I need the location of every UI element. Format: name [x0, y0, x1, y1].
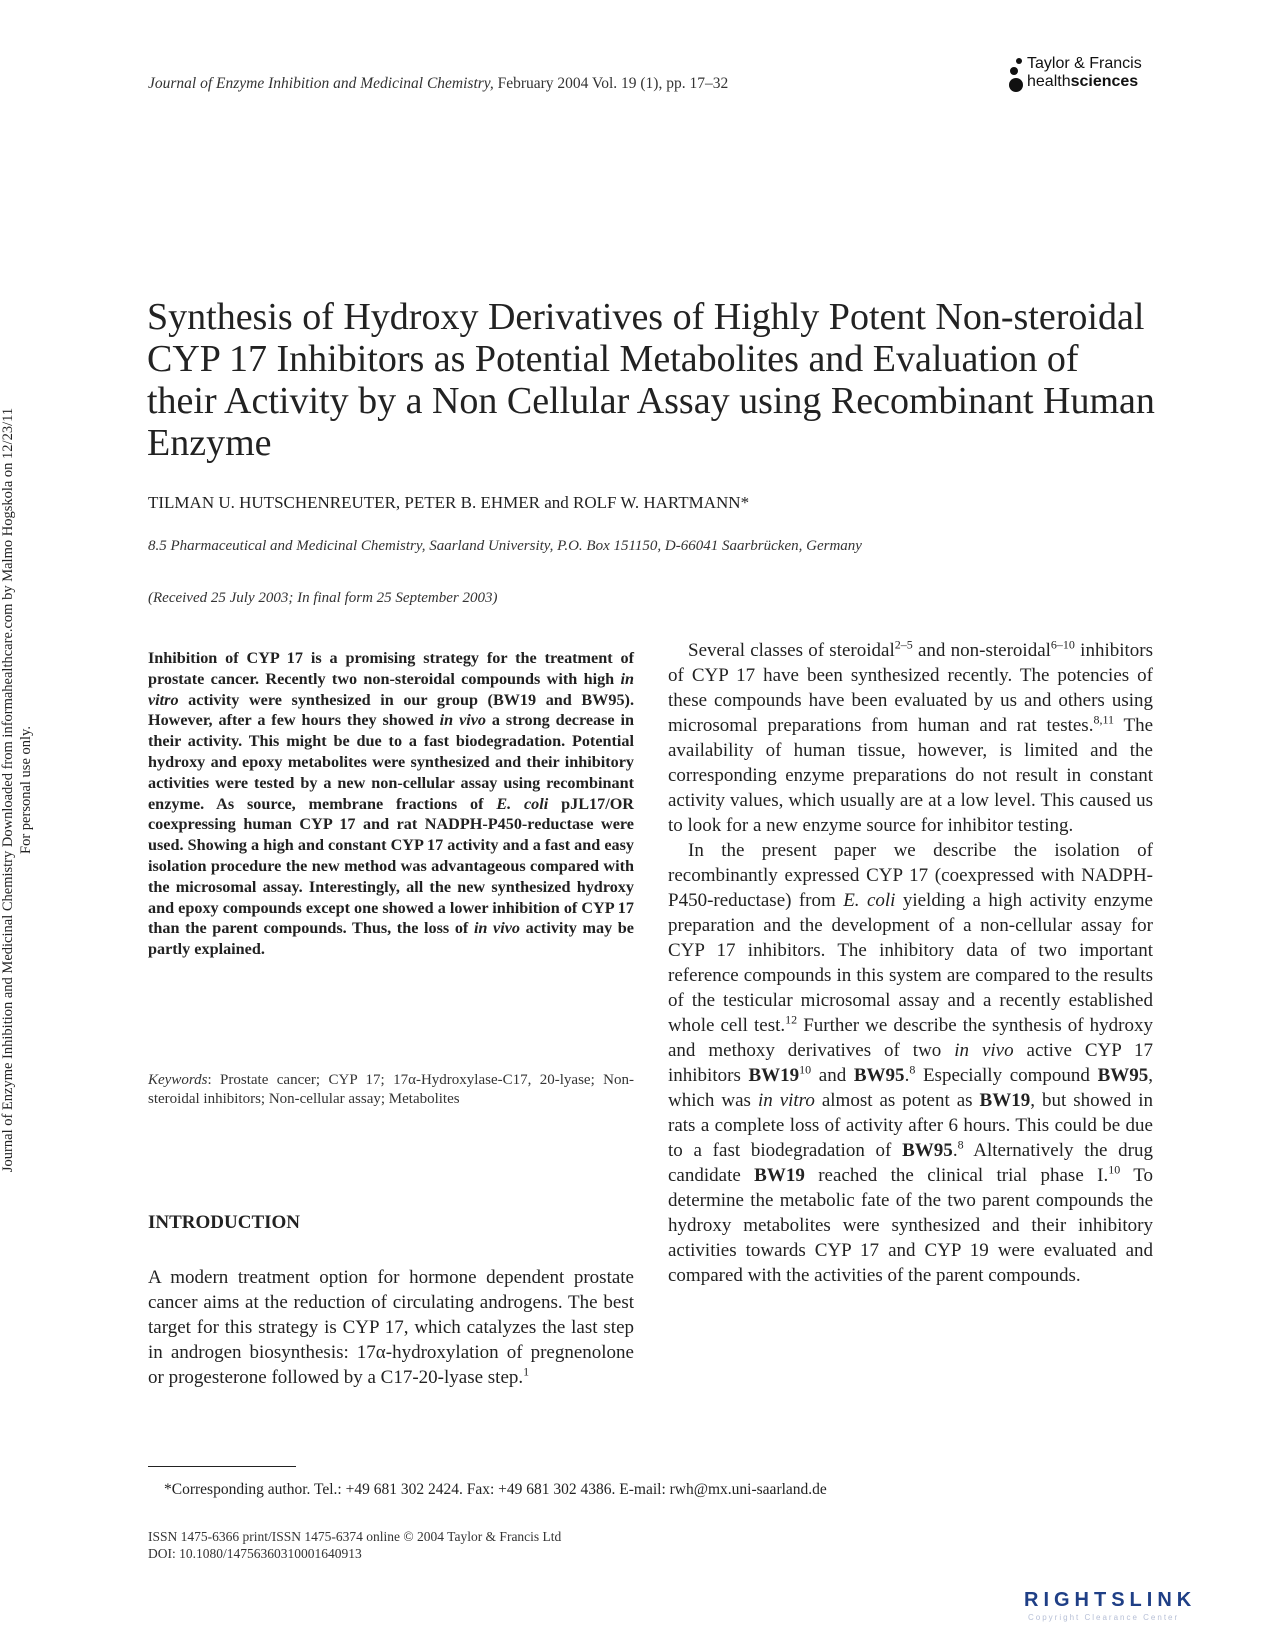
doi-line: DOI: 10.1080/14756360310001640913: [148, 1546, 362, 1561]
author-list: TILMAN U. HUTSCHENREUTER, PETER B. EHMER and ROLF W. HARTMANN*: [148, 493, 750, 512]
publisher-logo-icon: [1007, 57, 1025, 95]
rightslink-logo[interactable]: [1024, 1589, 1254, 1633]
issn-doi: [148, 1528, 561, 1562]
keywords-label: Keywords: [148, 1072, 208, 1088]
article-title: Synthesis of Hydroxy Derivatives of Highly Potent Non-steroidal CYP 17 Inhibitors as Potential Metabolites and Evaluation of their Activity by a Non Cellular Assay using Recombinant Human Enzyme: [147, 296, 1155, 464]
introduction-paragraph: A modern treatment option for hormone dependent prostate cancer aims at the reduction of circulating androgens. The best target for this strategy is CYP 17, which catalyzes the last step in androgen biosynthesis: 17α-hydroxylation of pregnenolone or progesterone followed by a C17-20-lyase step.$^1$: [148, 1267, 634, 1388]
received-dates: (Received 25 July 2003; In final form 25 September 2003): [148, 590, 498, 606]
right-column-text: [668, 638, 1153, 1288]
section-heading-introduction: INTRODUCTION: [148, 1212, 301, 1233]
affiliation: 8.5 Pharmaceutical and Medicinal Chemistry, Saarland University, P.O. Box 151150, D-66041 Saarbrücken, Germany: [148, 538, 862, 554]
download-watermark: [0, 175, 39, 1405]
logo-line-1: Taylor & Francis: [1027, 55, 1142, 72]
keywords: Keywords: Prostate cancer; CYP 17; 17α-Hydroxylase-C17, 20-lyase; Non-steroidal inhibitors; Non-cellular assay; Metabolites: [148, 1072, 634, 1107]
paragraph-1: Several classes of steroidal$^{2-5}$ and non-steroidal$^{6-10}$ inhibitors of CYP 17 have been synthesized recently. The potencies of these compounds have been evaluated by us and others using microsomal preparations from human and rat testes.$^{8,11}$ The availability of human tissue, however, is limited and the corresponding enzyme preparations do not result in constant activity values, which usually are at a low level. This caused us to look for a new enzyme source for inhibitor testing.: [668, 637, 1154, 836]
publisher-logo: [1007, 55, 1157, 95]
issue-info: February 2004 Vol. 19 (1), pp. 17–32: [493, 75, 729, 92]
running-header: [148, 75, 728, 93]
rightslink-text: RIGHTSLINK: [1024, 1589, 1197, 1611]
logo-line-2: healthsciences: [1027, 73, 1139, 90]
corresponding-author-footnote: *Corresponding author. Tel.: +49 681 302 2424. Fax: +49 681 302 4386. E-mail: rwh@mx.uni-saarland.de: [164, 1481, 827, 1498]
footnote-rule: [148, 1466, 296, 1467]
watermark-line-2: For personal use only.: [18, 726, 34, 854]
abstract: Inhibition of CYP 17 is a promising strategy for the treatment of prostate cancer. Recently two non-steroidal compounds with high in vitro activity were synthesized in our group (BW19 and BW95). However, after a few hours they showed in vivo a strong decrease in their activity. This might be due to a fast biodegradation. Potential hydroxy and epoxy metabolites were synthesized and their inhibitory activities were tested by a new non-cellular assay using recombinant enzyme. As source, membrane fractions of E. coli pJL17/OR coexpressing human CYP 17 and rat NADPH-P450-reductase were used. Showing a high and constant CYP 17 activity and a fast and easy isolation procedure the new method was advantageous compared with the microsomal assay. Interestingly, all the new synthesized hydroxy and epoxy compounds except one showed a lower inhibition of CYP 17 than the parent compounds. Thus, the loss of in vivo activity may be partly explained.: [148, 649, 634, 959]
watermark-line-1: Journal of Enzyme Inhibition and Medicinal Chemistry Downloaded from informahealthcare.com by Malmo Hogskola on 12/23/11: [0, 407, 16, 1173]
rightslink-subtext: Copyright Clearance Center: [1028, 1613, 1180, 1622]
journal-name: Journal of Enzyme Inhibition and Medicinal Chemistry,: [148, 75, 494, 92]
paragraph-2: In the present paper we describe the isolation of recombinantly expressed CYP 17 (coexpressed with NADPH-P450-reductase) from E. coli yielding a high activity enzyme preparation and the development of a non-cellular assay for CYP 17 inhibitors. The inhibitory data of two important reference compounds in this system are compared to the results of the testicular microsomal assay and a recently established whole cell test.$^{12}$ Further we describe the synthesis of hydroxy and methoxy derivatives of two in vivo active CYP 17 inhibitors $BW19^{10}$ and BW95.$^8$ Especially compound BW95, which was in vitro almost as potent as BW19, but showed in rats a complete loss of activity after 6 hours. This could be due to a fast biodegradation of BW95.$^8$ Alternatively the drug candidate BW19 reached the clinical trial phase I.$^{10}$ To determine the metabolic fate of the two parent compounds the hydroxy metabolites were synthesized and their inhibitory activities towards CYP 17 and CYP 19 were evaluated and compared with the activities of the parent compounds.: [668, 840, 1154, 1286]
issn-line: ISSN 1475-6366 print/ISSN 1475-6374 online © 2004 Taylor & Francis Ltd: [148, 1529, 562, 1544]
